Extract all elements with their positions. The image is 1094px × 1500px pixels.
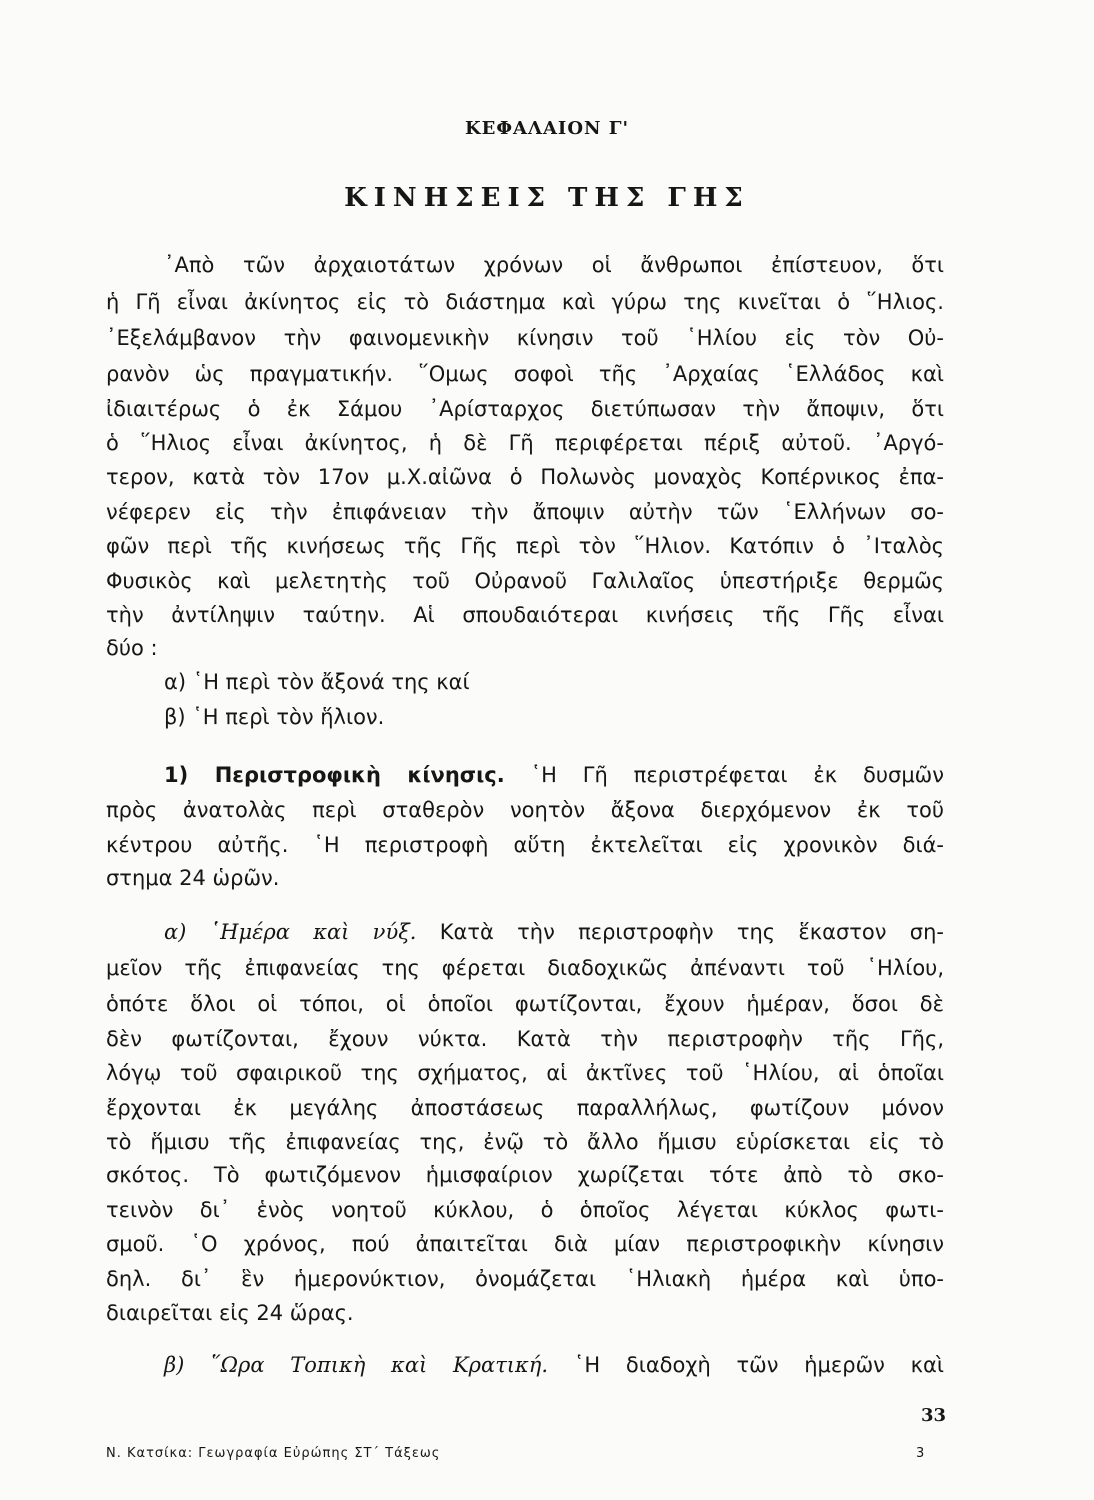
footer-text: Ν. Κατσίκα: Γεωγραφία Εὐρώπης ΣΤ΄ Τάξεως <box>106 1446 441 1461</box>
paragraph-line: νέφερεν εἰς τὴν ἐπιφάνειαν τὴν ἄποψιν αὐτὴν τῶν ῾Ελλήνων σο- <box>106 500 944 524</box>
paragraph-line: ἔρχονται ἐκ μεγάλης ἀποστάσεως παραλλήλως, φωτίζουν μόνον <box>106 1096 944 1120</box>
paragraph-line: δηλ. δι᾿ ἓν ἡμερονύκτιον, ὀνομάζεται ῾Ηλιακὴ ἡμέρα καὶ ὑπο- <box>106 1267 944 1291</box>
paragraph-line: τεινὸν δι᾿ ἑνὸς νοητοῦ κύκλου, ὁ ὁποῖος λέγεται κύκλος φωτι- <box>106 1198 944 1222</box>
chapter-title: ΚΙΝΗΣΕΙΣ ΤΗΣ ΓΗΣ <box>344 183 750 213</box>
subsection-first-line <box>164 1350 944 1382</box>
chapter-label: ΚΕΦΑΛΑΙΟΝ Γ' <box>464 118 630 139</box>
paragraph-line: ὁ ῞Ηλιος εἶναι ἀκίνητος, ἡ δὲ Γῆ περιφέρεται πέριξ αὐτοῦ. ᾿Αργό- <box>106 431 944 455</box>
paragraph-line: φῶν περὶ τῆς κινήσεως τῆς Γῆς περὶ τὸν ῞Ηλιον. Κατόπιν ὁ ᾿Ιταλὸς <box>106 534 944 558</box>
paragraph-line: μεῖον τῆς ἐπιφανείας της φέρεται διαδοχικῶς ἀπέναντι τοῦ ῾Ηλίου, <box>106 956 944 980</box>
footer-signature: 3 <box>916 1446 925 1461</box>
paragraph-line: δύο : <box>106 636 158 660</box>
page-number: 33 <box>920 1405 946 1426</box>
section-first-line <box>164 760 944 792</box>
paragraph-line: λόγῳ τοῦ σφαιρικοῦ της σχήματος, αἱ ἀκτῖνες τοῦ ῾Ηλίου, αἱ ὁποῖαι <box>106 1061 944 1085</box>
paragraph-line: ἰδιαιτέρως ὁ ἐκ Σάμου ᾿Αρίσταρχος διετύπωσαν τὴν ἄποψιν, ὅτι <box>106 397 944 421</box>
subsection-heading: β) ῞Ωρα Τοπικὴ καὶ Κρατική. <box>164 1353 549 1377</box>
section-text: ῾Η Γῆ περιστρέφεται ἐκ δυσμῶν <box>530 763 945 787</box>
paragraph-line: ᾿Εξελάμβανον τὴν φαινομενικὴν κίνησιν τοῦ ῾Ηλίου εἰς τὸν Οὐ- <box>106 326 944 350</box>
paragraph-line: ὁπότε ὅλοι οἱ τόποι, οἱ ὁποῖοι φωτίζονται, ἔχουν ἡμέραν, ὅσοι δὲ <box>106 992 944 1016</box>
paragraph-line: σκότος. Τὸ φωτιζόμενον ἡμισφαίριον χωρίζεται τότε ἀπὸ τὸ σκο- <box>106 1163 944 1187</box>
paragraph-line: Φυσικὸς καὶ μελετητὴς τοῦ Οὐρανοῦ Γαλιλαῖος ὑπεστήριξε θερμῶς <box>106 569 944 593</box>
paragraph-line: πρὸς ἀνατολὰς περὶ σταθερὸν νοητὸν ἄξονα διερχόμενον ἐκ τοῦ <box>106 798 944 822</box>
paragraph-line: ᾿Απὸ τῶν ἀρχαιοτάτων χρόνων οἱ ἄνθρωποι ἐπίστευον, ὅτι <box>164 253 944 277</box>
subsection-text: ῾Η διαδοχὴ τῶν ἡμερῶν καὶ <box>573 1353 944 1377</box>
paragraph-line: τὸ ἥμισυ τῆς ἐπιφανείας της, ἐνῷ τὸ ἄλλο ἥμισυ εὑρίσκεται εἰς τὸ <box>106 1130 944 1154</box>
paragraph-line: δὲν φωτίζονται, ἔχουν νύκτα. Κατὰ τὴν περιστροφὴν τῆς Γῆς, <box>106 1027 944 1051</box>
paragraph-line: σμοῦ. ῾Ο χρόνος, πού ἀπαιτεῖται διὰ μίαν περιστροφικὴν κίνησιν <box>106 1232 944 1256</box>
paragraph-line: κέντρου αὐτῆς. ῾Η περιστροφὴ αὕτη ἐκτελεῖται εἰς χρονικὸν διά- <box>106 833 944 857</box>
paragraph-line: τὴν ἀντίληψιν ταύτην. Αἱ σπουδαιότεραι κινήσεις τῆς Γῆς εἶναι <box>106 603 944 627</box>
subsection-text: Κατὰ τὴν περιστροφὴν της ἕκαστον ση- <box>439 920 944 944</box>
paragraph-line: στημα 24 ὡρῶν. <box>106 866 280 890</box>
list-item: α) ῾Η περὶ τὸν ἄξονά της καί <box>164 670 470 694</box>
paragraph-line: ρανὸν ὡς πραγματικήν. ῞Ομως σοφοὶ τῆς ᾿Αρχαίας ῾Ελλάδος καὶ <box>106 362 944 386</box>
paragraph-line: τερον, κατὰ τὸν 17ον μ.Χ.αἰῶνα ὁ Πολωνὸς μοναχὸς Κοπέρνικος ἐπα- <box>106 465 944 489</box>
paragraph-line: διαιρεῖται εἰς 24 ὥρας. <box>106 1301 354 1325</box>
subsection-first-line <box>164 917 944 949</box>
list-item: β) ῾Η περὶ τὸν ἥλιον. <box>164 705 385 729</box>
paragraph-line: ἡ Γῆ εἶναι ἀκίνητος εἰς τὸ διάστημα καὶ γύρω της κινεῖται ὁ ῞Ηλιος. <box>106 290 944 314</box>
subsection-heading: α) ῾Ημέρα καὶ νύξ. <box>164 920 417 944</box>
section-heading: 1) Περιστροφικὴ κίνησις. <box>164 763 505 787</box>
